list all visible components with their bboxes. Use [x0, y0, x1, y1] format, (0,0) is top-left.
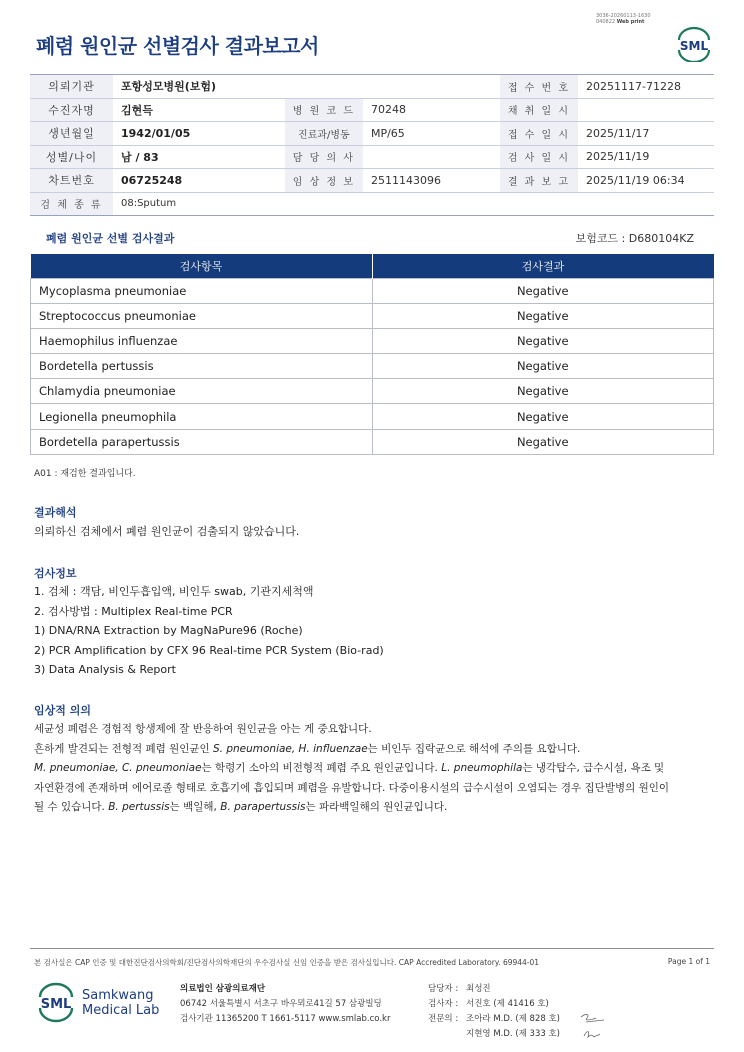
logo-text: SML	[679, 39, 709, 53]
test-result: Negative	[372, 278, 713, 303]
results-section-title: 폐렴 원인균 선별 검사결과	[46, 232, 175, 245]
col-item-header: 검사항목	[31, 254, 373, 278]
clinical-text-span: 될 수 있습니다.	[34, 801, 109, 813]
received-date-value: 2025/11/17	[578, 122, 714, 146]
table-row	[31, 303, 714, 328]
info-row	[30, 192, 714, 216]
test-item: Haemophilus influenzae	[31, 328, 373, 353]
staff-row	[428, 982, 560, 997]
clinical-text-span: 는 비인두 집락균으로 해석에 주의를 요합니다.	[367, 742, 581, 755]
report-date-label: 결 과 보 고	[500, 169, 578, 193]
clinical-text-span: 는 파라백일해의 원인균입니다.	[305, 801, 448, 813]
received-no-value: 20251117-71228	[578, 75, 714, 99]
accreditation-note: 본 검사실은 CAP 인증 및 대한진단검사의학회/진단검사의학재단의 우수검사실 신임 인증을 받은 검사실입니다. CAP Accredited Laboratory. 69944-01	[34, 958, 540, 967]
sml-logo	[674, 26, 714, 62]
staff-role: 전문의 :	[428, 1014, 459, 1024]
insurance-code: 보험코드 : D680104KZ	[575, 232, 694, 245]
signature-image	[578, 1010, 608, 1042]
dob-label: 생년월일	[30, 122, 113, 146]
hospital-code-value: 70248	[363, 98, 500, 122]
patient-value: 김현득	[113, 98, 285, 122]
report-date-value: 2025/11/19 06:34	[578, 169, 714, 193]
test-result: Negative	[372, 404, 713, 429]
request-info-table	[30, 74, 714, 216]
test-result: Negative	[372, 354, 713, 379]
test-date-value: 2025/11/19	[578, 145, 714, 169]
test-item: Bordetella pertussis	[31, 354, 373, 379]
staff-role: 검사자 :	[428, 999, 459, 1009]
footer-logo-text: SML	[40, 997, 72, 1012]
sex-age-value: 남 / 83	[113, 145, 285, 169]
pathogen-names: B. parapertussis	[220, 801, 306, 813]
chart-no-value: 06725248	[113, 169, 285, 193]
pathogen-names: S. pneumoniae, H. influenzae	[212, 742, 368, 755]
clinical-line	[34, 798, 724, 818]
results-table	[30, 254, 714, 455]
clinical-line	[34, 759, 724, 779]
specimen-value: 08:Sputum	[113, 192, 714, 216]
info-row	[30, 75, 714, 99]
pathogen-names: L. pneumophila	[441, 762, 523, 774]
info-row	[30, 122, 714, 146]
staff-name: 조아라 M.D. (제 828 호)	[466, 1014, 561, 1024]
test-date-label: 검 사 일 시	[500, 145, 578, 169]
clinical-text-span: 는 냉각탑수, 급수시설, 욕조 및	[522, 762, 665, 774]
clinical-text-span: 흔하게 발견되는 전형적 폐렴 원인균인	[34, 742, 213, 755]
test-item: Bordetella parapertussis	[31, 429, 373, 454]
test-info-line: 3) Data Analysis & Report	[34, 663, 176, 676]
test-item: Mycoplasma pneumoniae	[31, 278, 373, 303]
staff-name: 최성진	[466, 984, 491, 994]
print-code-line2: 040822	[596, 19, 616, 25]
clinical-line	[34, 740, 724, 760]
footer-divider	[30, 948, 714, 949]
col-result-header: 검사결과	[372, 254, 713, 278]
clinical-line: 세균성 폐렴은 경험적 항생제에 잘 반응하여 원인균을 아는 게 중요합니다.	[34, 723, 372, 735]
staff-row	[428, 1012, 560, 1027]
chart-no-label: 차트번호	[30, 169, 113, 193]
test-item: Streptococcus pneumoniae	[31, 303, 373, 328]
staff-row	[428, 997, 560, 1012]
clinical-heading: 임상적 의의	[34, 704, 91, 717]
collect-date-label: 채 취 일 시	[500, 98, 578, 122]
org-address: 06742 서울특별시 서초구 바우뫼로41길 57 삼광빌딩	[180, 999, 382, 1009]
dob-value: 1942/01/05	[113, 122, 285, 146]
table-row	[31, 354, 714, 379]
hospital-code-label: 병 원 코 드	[285, 98, 363, 122]
brand-line2: Medical Lab	[82, 1003, 160, 1018]
page-number: Page 1 of 1	[667, 957, 710, 966]
collect-date-value	[578, 98, 714, 122]
page-title: 폐렴 원인균 선별검사 결과보고서	[36, 34, 319, 58]
organization-info	[180, 982, 390, 1027]
clinical-line: 자연환경에 존재하며 에어로졸 형태로 호흡기에 흡입되며 폐렴을 유발합니다. 다중이용시설의 급수시설이 오염되는 경우 집단발병의 원인이	[34, 781, 670, 794]
received-date-label: 접 수 일 시	[500, 122, 578, 146]
pathogen-names: M. pneumoniae, C. pneumoniae	[34, 762, 202, 774]
test-info-list	[34, 582, 724, 680]
doctor-label: 담 당 의 사	[285, 145, 363, 169]
staff-list	[428, 982, 560, 1042]
sex-age-label: 성별/나이	[30, 145, 113, 169]
info-row	[30, 98, 714, 122]
pathogen-names: B. pertussis	[108, 801, 170, 813]
received-no-label: 접 수 번 호	[500, 75, 578, 99]
org-name: 의료법인 삼광의료재단	[180, 984, 266, 994]
staff-role: 담당자 :	[428, 984, 459, 994]
dept-value: MP/65	[363, 122, 500, 146]
print-code	[596, 13, 666, 25]
retest-note: A01 : 재검한 결과입니다.	[34, 469, 136, 479]
table-row	[31, 429, 714, 454]
clinical-info-label: 임 상 정 보	[285, 169, 363, 193]
dept-label: 진료과/병동	[285, 122, 363, 146]
clinical-info-value: 2511143096	[363, 169, 500, 193]
staff-name: 지현영 M.D. (제 333 호)	[466, 1029, 561, 1039]
table-row	[31, 404, 714, 429]
patient-label: 수진자명	[30, 98, 113, 122]
test-result: Negative	[372, 303, 713, 328]
doctor-value	[363, 145, 500, 169]
clinical-text-span: 는 백일해,	[169, 801, 221, 813]
results-header-row	[31, 254, 714, 278]
info-row	[30, 169, 714, 193]
brand-line1: Samkwang	[82, 988, 154, 1003]
sml-footer-logo-icon	[36, 981, 76, 1023]
test-item: Legionella pneumophila	[31, 404, 373, 429]
table-row	[31, 278, 714, 303]
test-info-line: 2) PCR Amplification by CFX 96 Real-time PCR System (Bio-rad)	[34, 643, 384, 657]
test-info-line: 1. 검체 : 객담, 비인두흡입액, 비인두 swab, 기관지세척액	[34, 585, 314, 598]
brand-name	[82, 988, 159, 1018]
interpretation-heading: 결과해석	[34, 506, 77, 519]
test-result: Negative	[372, 379, 713, 404]
org-contact: 검사기관 11365200 T 1661-5117 www.smlab.co.kr	[180, 1014, 391, 1024]
info-row	[30, 145, 714, 169]
test-info-heading: 검사정보	[34, 567, 77, 580]
table-row	[31, 328, 714, 353]
test-result: Negative	[372, 328, 713, 353]
web-print-label: Web print	[616, 19, 645, 25]
requester-value: 포항성모병원(보험)	[113, 75, 500, 99]
interpretation-text: 의뢰하신 검체에서 폐렴 원인균이 검출되지 않았습니다.	[34, 525, 300, 538]
clinical-text-span: 는 학령기 소아의 비전형적 폐렴 주요 원인균입니다.	[201, 762, 442, 774]
test-item: Chlamydia pneumoniae	[31, 379, 373, 404]
staff-row	[428, 1027, 560, 1042]
table-row	[31, 379, 714, 404]
requester-label: 의뢰기관	[30, 75, 113, 99]
test-info-line: 2. 검사방법 : Multiplex Real-time PCR	[34, 604, 233, 618]
print-code-line1: 3036-20260113-1630	[596, 13, 651, 19]
staff-name: 서진호 (제 41416 호)	[466, 999, 549, 1009]
specimen-label: 검 체 종 류	[30, 192, 113, 216]
test-result: Negative	[372, 429, 713, 454]
clinical-text	[34, 720, 724, 818]
test-info-line: 1) DNA/RNA Extraction by MagNaPure96 (Roche)	[34, 624, 303, 637]
